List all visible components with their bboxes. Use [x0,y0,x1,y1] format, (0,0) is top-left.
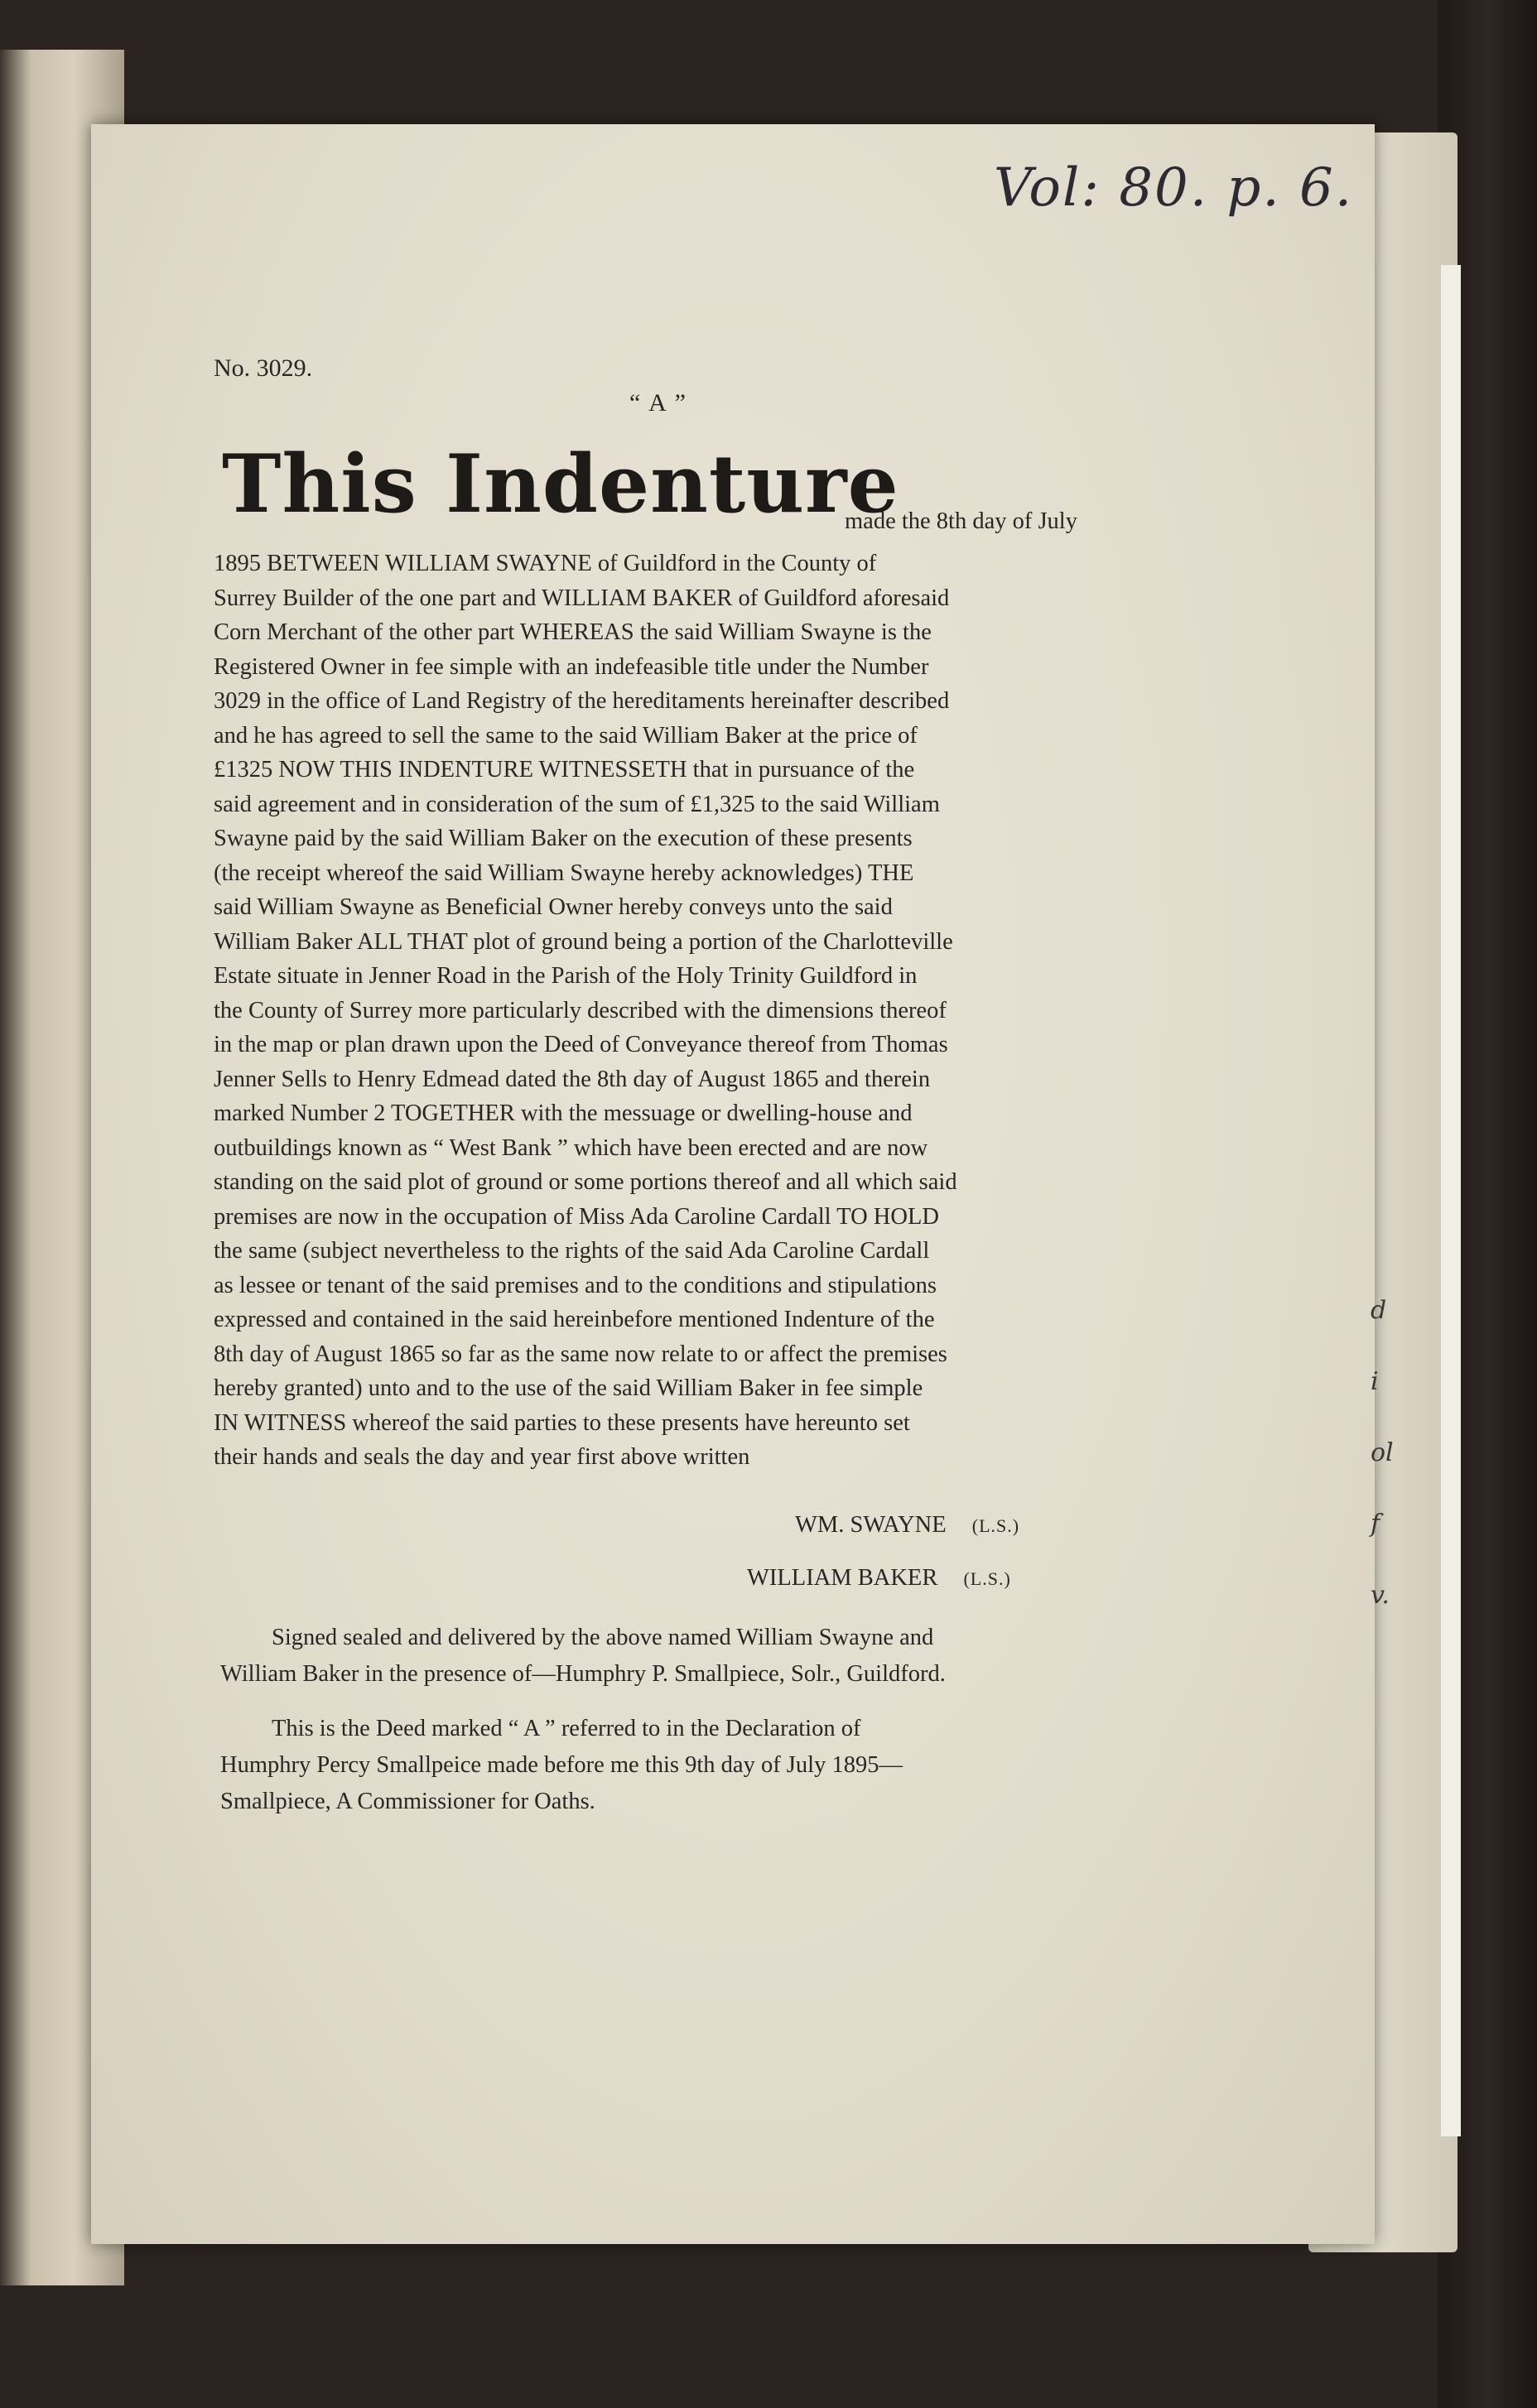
indenture-heading: This Indenture [222,437,899,531]
body-line: Registered Owner in fee simple with an indefeasible title under the Number [214,653,929,680]
declaration-line: Smallpiece, A Commissioner for Oaths. [220,1789,595,1814]
body-line: 1895 BETWEEN WILLIAM SWAYNE of Guildford in the County of [214,551,877,576]
body-line: £1325 NOW THIS INDENTURE WITNESSETH that in pursuance of the [214,757,915,783]
signatory-name: WM. SWAYNE [795,1512,947,1538]
declaration-line: This is the Deed marked “ A ” referred to in the Declaration of [272,1716,861,1741]
attestation-line: William Baker in the presence of—Humphry P. Smallpiece, Solr., Guildford. [220,1661,946,1687]
body-line: Surrey Builder of the one part and WILLIAM BAKER of Guildford aforesaid [214,585,950,611]
signature-baker [747,1565,1011,1592]
body-line: the same (subject nevertheless to the rights of the said Ada Caroline Cardall [214,1238,930,1264]
body-line: IN WITNESS whereof the said parties to these presents have hereunto set [214,1409,910,1436]
margin-mark: v. [1371,1581,1390,1610]
deed-marker: “ A ” [629,389,687,417]
heading-continuation: made the 8th day of July [845,508,1077,534]
document-number: No. 3029. [214,354,313,382]
body-line: said William Swayne as Beneficial Owner hereby conveys unto the said [214,894,893,920]
body-line: their hands and seals the day and year first above written [214,1444,750,1470]
body-line: Estate situate in Jenner Road in the Parish of the Holy Trinity Guildford in [214,963,918,989]
signature-swayne [795,1512,1019,1539]
body-line: and he has agreed to sell the same to the said William Baker at the price of [214,722,918,749]
body-line: said agreement and in consideration of the sum of £1,325 to the said William [214,791,940,817]
margin-marks [1371,1275,1429,1631]
body-line: marked Number 2 TOGETHER with the messuage or dwelling-house and [214,1100,913,1126]
declaration-line: Humphry Percy Smallpeice made before me this 9th day of July 1895— [220,1752,903,1778]
deed-body [214,547,1125,1475]
body-line: William Baker ALL THAT plot of ground being a portion of the Charlotteville [214,928,953,955]
body-line: expressed and contained in the said hereinbefore mentioned Indenture of the [214,1307,935,1332]
handwritten-reference: Vol: 80. p. 6. [994,157,1354,219]
body-line: outbuildings known as “ West Bank ” which have been erected and are now [214,1134,928,1161]
body-line: (the receipt whereof the said William Swayne hereby acknowledges) THE [214,860,914,886]
attestation-line: Signed sealed and delivered by the above named William Swayne and [272,1625,934,1650]
body-line: 8th day of August 1865 so far as the same now relate to or affect the premises [214,1341,947,1367]
margin-mark: d [1371,1296,1387,1325]
body-line: Swayne paid by the said William Baker on the execution of these presents [214,826,913,851]
signatory-name: WILLIAM BAKER [747,1565,938,1591]
body-line: as lessee or tenant of the said premises and to the conditions and stipulations [214,1272,937,1298]
paper-tab [1441,265,1461,2136]
body-line: premises are now in the occupation of Miss Ada Caroline Cardall TO HOLD [214,1203,939,1230]
body-line: Corn Merchant of the other part WHEREAS the said William Swayne is the [214,619,932,645]
margin-mark: ol [1371,1438,1394,1467]
seal-mark: (L.S.) [963,1568,1011,1589]
seal-mark: (L.S.) [971,1515,1020,1536]
margin-mark: i [1371,1367,1379,1396]
body-line: Jenner Sells to Henry Edmead dated the 8th day of August 1865 and therein [214,1066,931,1092]
body-line: in the map or plan drawn upon the Deed of Conveyance thereof from Thomas [214,1032,948,1057]
margin-mark: f [1371,1510,1380,1539]
body-line: hereby granted) unto and to the use of the said William Baker in fee simple [214,1375,923,1401]
body-line: standing on the said plot of ground or some portions thereof and all which said [214,1169,957,1195]
body-line: the County of Surrey more particularly described with the dimensions thereof [214,997,947,1023]
body-line: 3029 in the office of Land Registry of the hereditaments hereinafter described [214,688,950,714]
